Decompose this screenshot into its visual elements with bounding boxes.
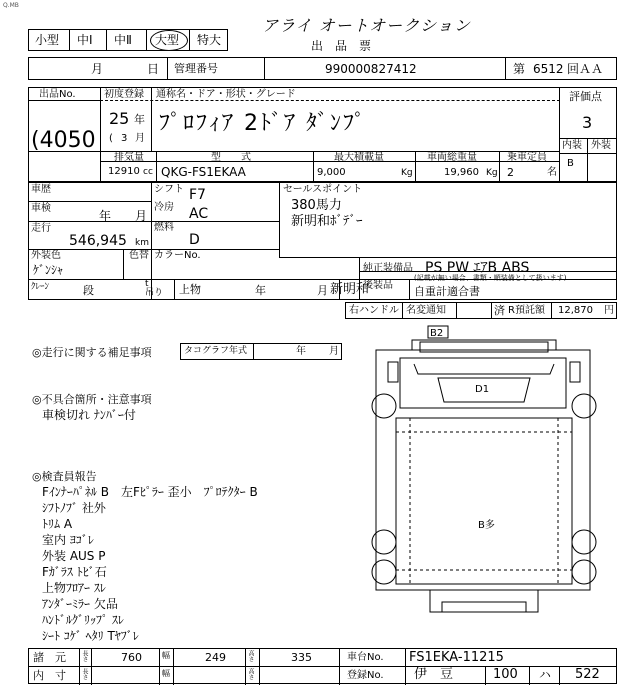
dims-table [28, 648, 617, 684]
accessories-value: 自重計適合書 [414, 285, 480, 298]
vehicle-name: ﾌﾟﾛﾌｨｱ 2ﾄﾞｱ ﾀﾞﾝﾌﾟ [159, 111, 367, 136]
dims-label: 諸 元 [33, 651, 66, 664]
mileage-unit: km [135, 238, 149, 248]
plate-region: 伊 豆 [414, 667, 454, 682]
truck-diagram [360, 322, 608, 642]
tax-status: 済 [494, 304, 505, 317]
tacho-box [180, 343, 342, 360]
inspector-line-8: ｱﾝﾀﾞｰﾐﾗｰ 欠品 [42, 597, 118, 611]
crane-tier: 段 [83, 284, 94, 297]
size-option-mid2: 中Ⅱ [114, 33, 132, 47]
eval-label: 評価点 [569, 90, 602, 103]
label-bmany: B多 [478, 520, 495, 531]
misc-row [345, 302, 617, 319]
chassis-label: 車台No. [347, 652, 384, 663]
model-label: 型 式 [211, 152, 251, 163]
tacho-month: 月 [329, 346, 339, 357]
inspector-line-2: ｼﾌﾄﾉﾌﾞ 社外 [42, 501, 106, 515]
inspector-line-9: ﾊﾝﾄﾞﾙｸﾞﾘｯﾌﾟ ｽﾚ [42, 613, 124, 627]
label-d1: D1 [475, 384, 490, 395]
plate-class: 100 [493, 667, 518, 682]
vehicle-info-block [28, 87, 617, 182]
first-reg-bracket: ( [109, 133, 113, 144]
body-year: 年 [255, 284, 266, 297]
r-deposit-unit: 円 [604, 305, 614, 316]
max-load-unit: Kg [401, 168, 413, 178]
body-label: 上物 [179, 283, 201, 296]
interior-dims-label: 内 寸 [33, 669, 66, 682]
equipment-label: 純正装備品 [363, 263, 413, 274]
height-label: 高さ [247, 650, 254, 662]
first-reg-year-unit: 年 [134, 113, 145, 126]
day-label: 日 [147, 62, 160, 76]
mileage-value: 546,945 [69, 233, 127, 249]
driving-note-label: ◎走行に関する補足事項 [32, 346, 152, 359]
inspector-line-7: 上物ﾌﾛｱｰ ｽﾚ [42, 581, 106, 595]
inspector-label: ◎検査員報告 [32, 470, 97, 483]
tacho-label: タコグラフ年式 [184, 346, 248, 356]
first-reg-year: 25 [109, 109, 130, 128]
fuel-label: 燃料 [154, 222, 174, 233]
model-value: QKG-FS1EKAA [161, 165, 246, 179]
ac-label: 冷房 [154, 202, 174, 213]
interior-label: 内装 [562, 140, 582, 151]
shift-value: F7 [189, 187, 206, 203]
size-option-small: 小型 [35, 33, 60, 47]
exterior-label: 外装 [591, 140, 611, 151]
listing-number: (4050 [31, 128, 96, 153]
listing-label: 出品No. [39, 89, 76, 100]
history-block [28, 182, 617, 300]
eval-score: 3 [582, 113, 593, 132]
plate-kana: ハ [539, 668, 552, 682]
selling-points-label: セールスポイント [283, 184, 363, 195]
mgmt-label: 管理番号 [174, 62, 218, 75]
plate-number: 522 [575, 667, 600, 682]
size-option-xlarge: 特大 [197, 33, 222, 47]
width-label: 幅 [162, 651, 170, 660]
capacity-unit: 名 [547, 167, 557, 178]
selling-point-2: 新明和ﾎﾞﾃﾞｰ [291, 214, 363, 229]
displacement-label: 排気量 [114, 152, 144, 163]
inspector-line-1: Fｲﾝﾅｰﾊﾟﾈﾙ B 左Fﾋﾟﾗｰ 歪小 ﾌﾟﾛﾃｸﾀｰ B [42, 485, 258, 499]
displacement-value: 12910 [108, 166, 140, 177]
body-month: 月 [317, 284, 328, 297]
session-prefix: 第 [513, 62, 526, 76]
exterior-color-value: ｹﾞﾝｼｬ [33, 263, 64, 277]
length-label: 長さ [81, 650, 88, 662]
inspection-month: 月 [135, 209, 148, 223]
displacement-unit: cc [143, 167, 153, 177]
selling-point-1: 380馬力 [291, 198, 342, 213]
height-value: 335 [291, 651, 312, 664]
management-row [28, 57, 617, 80]
accessories-note: (記載が無い場合、書類・順装備として扱います) [414, 274, 567, 282]
session-suffix: 回ＡＡ [567, 62, 604, 76]
color-change-label: 色替 [129, 250, 149, 261]
company-name: アライ オートオークション [262, 16, 471, 35]
corner-mark: Q.MB [3, 2, 19, 9]
r-deposit-label: R預託額 [508, 305, 545, 316]
name-label: 通称名・ドア・形状・グレード [156, 89, 296, 100]
interior-width-label: 幅 [162, 669, 170, 678]
gross-value: 19,960 [444, 167, 479, 178]
shift-label: シフト [154, 184, 184, 195]
fuel-value: D [189, 232, 200, 248]
exterior-color-label: 外装色 [31, 250, 61, 261]
defect-line-1: 車検切れ ﾅﾝﾊﾞｰ付 [42, 408, 136, 422]
inspection-year: 年 [99, 209, 112, 223]
color-no-label: カラーNo. [154, 250, 201, 261]
capacity-value: 2 [507, 166, 514, 179]
doc-title: 出 品 票 [311, 39, 372, 53]
month-label: 月 [91, 62, 104, 76]
mgmt-number: 990000827412 [325, 62, 417, 76]
first-reg-label: 初度登録 [104, 89, 144, 100]
plate-label: 登録No. [347, 670, 384, 681]
capacity-label: 乗車定員 [507, 152, 547, 163]
chassis-value: FS1EKA-11215 [409, 650, 504, 665]
size-class-row [28, 29, 228, 51]
interior-length-label: 長さ [81, 668, 88, 680]
inspector-line-5: 外装 AUS P [42, 549, 106, 563]
session-number: 6512 [533, 62, 564, 76]
interior-grade: B [567, 158, 574, 169]
ac-value: AC [189, 206, 209, 222]
size-option-large: 大型 [155, 33, 180, 47]
crane-tsuri: t 吊り [145, 279, 164, 298]
max-load-label: 最大積載量 [334, 152, 384, 163]
inspector-line-10: ｼｰﾄ ｺｹﾞ ﾍﾀﾘ Tﾔﾌﾞﾚ [42, 629, 139, 643]
gross-label: 車両総重量 [427, 152, 477, 163]
name-change-label: 名変通知 [406, 305, 446, 316]
inspector-line-4: 室内 ﾖｺﾞﾚ [42, 533, 94, 547]
size-option-mid1: 中Ⅰ [77, 33, 93, 47]
interior-height-label: 高さ [247, 668, 254, 680]
gross-unit: Kg [486, 168, 498, 178]
accessories-label: 後装品 [363, 280, 393, 291]
first-reg-month: 3 [121, 133, 128, 144]
equipment-items: PS PW ｴｱB ABS [425, 260, 530, 276]
crane-label: ｸﾚｰﾝ [31, 282, 50, 292]
defects-label: ◎不具合箇所・注意事項 [32, 393, 152, 406]
label-b2: B2 [430, 328, 444, 339]
max-load-value: 9,000 [317, 167, 346, 178]
history-label: 車歴 [31, 184, 51, 195]
first-reg-month-unit: 月 [135, 133, 145, 144]
r-deposit-amount: 12,870 [558, 305, 593, 316]
inspection-label: 車検 [31, 203, 51, 214]
length-value: 760 [121, 651, 142, 664]
steering: 右ハンドル [349, 305, 399, 316]
tacho-year: 年 [296, 346, 306, 357]
width-value: 249 [205, 651, 226, 664]
inspector-line-3: ﾄﾘﾑ A [42, 517, 73, 531]
inspector-line-6: Fｶﾞﾗｽ ﾄﾋﾞ石 [42, 565, 107, 579]
body-maker: 新明和 [330, 282, 370, 297]
mileage-label: 走行 [31, 223, 51, 234]
